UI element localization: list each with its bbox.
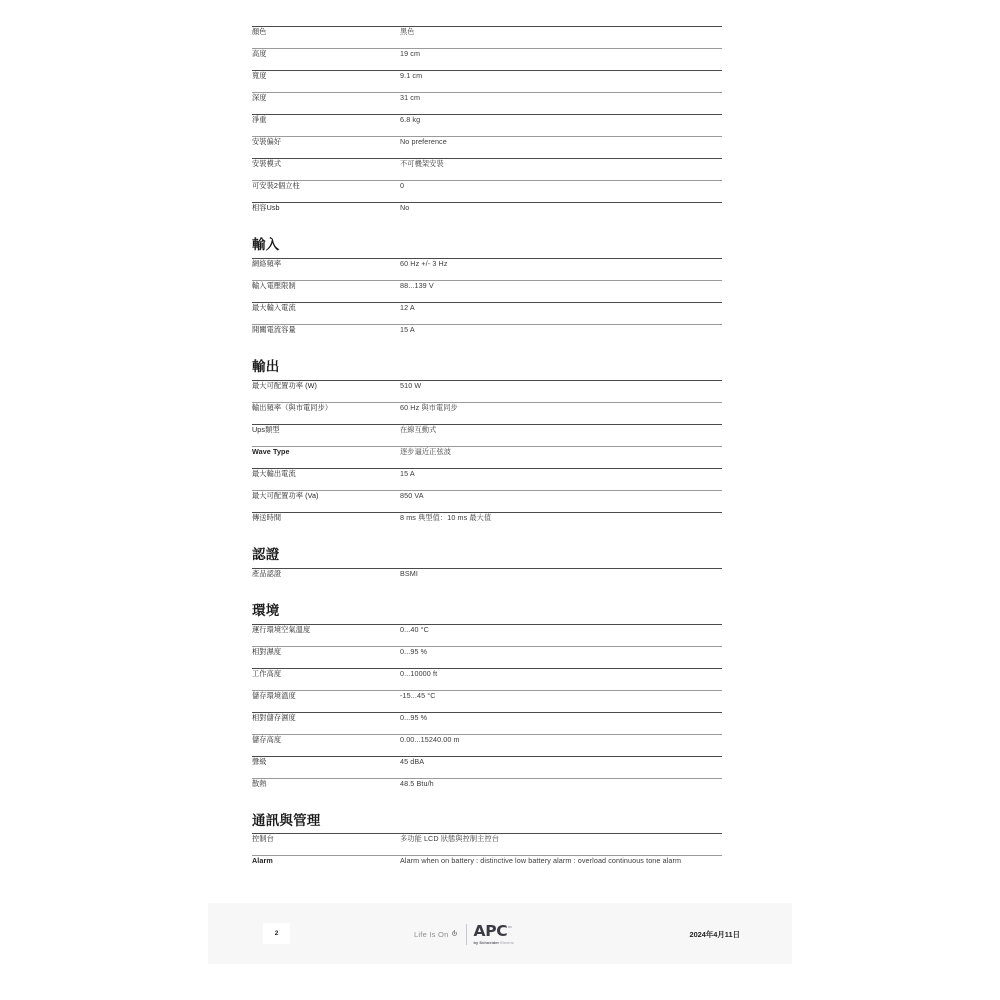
spec-key: 高度 [252, 49, 400, 71]
spec-row [252, 734, 722, 756]
brand-lockup [414, 922, 514, 946]
spec-key: 工作高度 [252, 668, 400, 690]
spec-value: Alarm when on battery : distinctive low battery alarm : overload continuous tone alarm [400, 856, 722, 887]
spec-table [252, 258, 722, 346]
byline-prefix: by Schneider [473, 939, 500, 945]
spec-row [252, 27, 722, 49]
spec-row [252, 380, 722, 402]
spec-row [252, 258, 722, 280]
spec-key: 輸入電壓限制 [252, 280, 400, 302]
spec-key: 運行環境空氣溫度 [252, 624, 400, 646]
spec-value: 黑色 [400, 27, 722, 49]
spec-row [252, 181, 722, 203]
spec-row [252, 203, 722, 225]
spec-key: Alarm [252, 856, 400, 887]
apc-wordmark-text: APC [473, 921, 508, 940]
section-heading: 輸入 [252, 237, 280, 252]
spec-value: 12 A [400, 302, 722, 324]
apc-wordmark [473, 921, 514, 940]
spec-value: 在線互動式 [400, 424, 722, 446]
spec-key: 最大輸入電流 [252, 302, 400, 324]
spec-row [252, 512, 722, 534]
spec-value: 19 cm [400, 49, 722, 71]
spec-section-output [252, 346, 724, 534]
spec-key: 最大輸出電流 [252, 468, 400, 490]
apc-logo [473, 921, 514, 945]
spec-table [252, 833, 722, 886]
spec-row [252, 49, 722, 71]
spec-value: 15 A [400, 468, 722, 490]
spec-row [252, 668, 722, 690]
spec-key: 散熱 [252, 778, 400, 800]
spec-value: 60 Hz +/- 3 Hz [400, 258, 722, 280]
spec-row [252, 646, 722, 668]
section-heading: 認證 [252, 546, 280, 562]
spec-section-input [252, 224, 724, 346]
spec-row [252, 137, 722, 159]
spec-value: 8 ms 典型值：10 ms 最大值 [400, 512, 722, 534]
spec-value: 6.8 kg [400, 115, 722, 137]
spec-value: 0...95 % [400, 712, 722, 734]
spec-row [252, 93, 722, 115]
life-is-on-tagline [414, 930, 459, 939]
spec-row [252, 834, 722, 856]
page-number-box [263, 923, 290, 944]
spec-row [252, 159, 722, 181]
spec-value: 9.1 cm [400, 71, 722, 93]
byline-suffix: Electric [500, 939, 514, 945]
tagline-text: Life Is On [414, 929, 449, 939]
spec-row [252, 402, 722, 424]
spec-table [252, 568, 722, 590]
spec-row [252, 446, 722, 468]
spec-value: 48.5 Btu/h [400, 778, 722, 800]
spec-value: 逐步逼近正弦波 [400, 446, 722, 468]
spec-key: 淨重 [252, 115, 400, 137]
spec-row [252, 71, 722, 93]
spec-value: 不可機架安裝 [400, 159, 722, 181]
spec-key: 聲級 [252, 756, 400, 778]
page-footer [208, 903, 792, 964]
spec-row [252, 115, 722, 137]
spec-table [252, 380, 722, 534]
spec-key: 輸出頻率（與市電同步） [252, 402, 400, 424]
spec-table [252, 624, 722, 800]
section-heading: 通訊與管理 [252, 812, 321, 828]
spec-value: 15 A [400, 324, 722, 346]
section-heading: 環境 [252, 602, 280, 618]
spec-row [252, 468, 722, 490]
spec-value: -15...45 °C [400, 690, 722, 712]
spec-section-physical [252, 26, 724, 224]
spec-row [252, 690, 722, 712]
spec-key: 寬度 [252, 71, 400, 93]
spec-value: 0...10000 ft [400, 668, 722, 690]
spec-value: BSMI [400, 568, 722, 590]
spec-value: 0.00...15240.00 m [400, 734, 722, 756]
trademark-mark: ™ [507, 925, 513, 932]
spec-value: 31 cm [400, 93, 722, 115]
power-symbol-icon [452, 931, 459, 938]
spec-value: 0...40 °C [400, 624, 722, 646]
spec-row [252, 490, 722, 512]
spec-value: 850 VA [400, 490, 722, 512]
spec-key: 可安裝2個立柱 [252, 181, 400, 203]
spec-value: 88...139 V [400, 280, 722, 302]
spec-key: Wave Type [252, 446, 400, 468]
spec-row [252, 302, 722, 324]
spec-key: 安裝偏好 [252, 137, 400, 159]
spec-value: No [400, 203, 722, 225]
page-number: 2 [274, 930, 279, 937]
spec-row [252, 280, 722, 302]
spec-key: 網絡頻率 [252, 258, 400, 280]
spec-key: 相容Usb [252, 203, 400, 225]
spec-row [252, 778, 722, 800]
spec-row [252, 856, 722, 887]
spec-key: 最大可配置功率 (W) [252, 380, 400, 402]
spec-value: 45 dBA [400, 756, 722, 778]
section-heading: 輸出 [252, 358, 280, 374]
spec-key: 安裝模式 [252, 159, 400, 181]
spec-section-environment [252, 590, 724, 800]
spec-key: 儲存高度 [252, 734, 400, 756]
spec-key: 儲存環境溫度 [252, 690, 400, 712]
spec-value: 多功能 LCD 狀態與控制主控台 [400, 834, 722, 856]
spec-key: 深度 [252, 93, 400, 115]
spec-key: 控制台 [252, 834, 400, 856]
spec-key: 顏色 [252, 27, 400, 49]
spec-value: 0 [400, 181, 722, 203]
spec-value: 60 Hz 與市電同步 [400, 402, 722, 424]
spec-key: 產品認證 [252, 568, 400, 590]
spec-section-certification [252, 534, 724, 590]
spec-key: 傳送時間 [252, 512, 400, 534]
spec-key: 相對儲存濕度 [252, 712, 400, 734]
spec-table [252, 26, 722, 224]
spec-row [252, 324, 722, 346]
spec-section-communication [252, 800, 724, 887]
brand-divider [466, 924, 467, 945]
spec-row [252, 424, 722, 446]
specification-content [252, 26, 724, 886]
schneider-electric-byline [474, 941, 514, 945]
footer-date: 2024年4月11日 [689, 930, 740, 939]
spec-row [252, 624, 722, 646]
spec-row [252, 568, 722, 590]
spec-key: 最大可配置功率 (Va) [252, 490, 400, 512]
spec-value: 0...95 % [400, 646, 722, 668]
spec-key: Ups類型 [252, 424, 400, 446]
spec-row [252, 756, 722, 778]
spec-key: 相對濕度 [252, 646, 400, 668]
spec-key: 開關電流容量 [252, 324, 400, 346]
spec-row [252, 712, 722, 734]
spec-value: No preference [400, 137, 722, 159]
spec-value: 510 W [400, 380, 722, 402]
